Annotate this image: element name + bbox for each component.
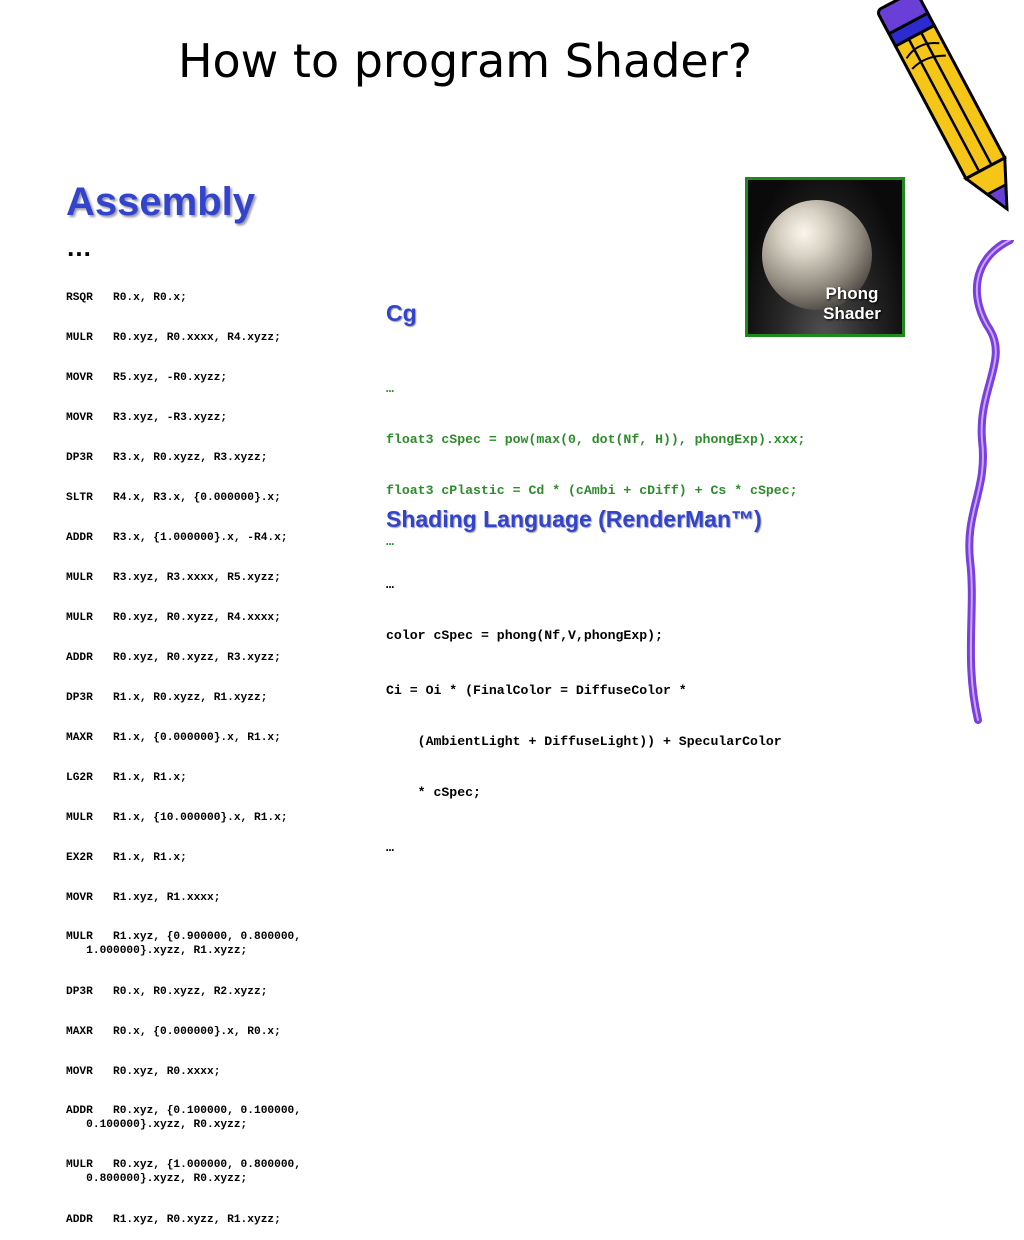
asm-line: [66, 330, 301, 346]
cg-line: …: [386, 534, 394, 549]
asm-line: [66, 370, 301, 386]
asm-line: [66, 1212, 301, 1228]
asm-args: R1.x, R0.xyzz, R1.xyzz;: [113, 692, 268, 704]
asm-args: R3.x, {1.000000}.x, -R4.x;: [113, 532, 288, 544]
asm-opcode: MULR: [66, 1159, 93, 1171]
asm-args: R1.xyz, R1.xxxx;: [113, 892, 221, 904]
asm-args: R0.x, R0.xyzz, R2.xyzz;: [113, 986, 268, 998]
asm-args: R1.x, R1.x;: [113, 852, 187, 864]
asm-opcode: ADDR: [66, 1105, 93, 1117]
asm-opcode: RSQR: [66, 292, 93, 304]
asm-line: [66, 1024, 301, 1040]
asm-line: [66, 850, 301, 866]
asm-args: R3.xyz, R3.xxxx, R5.xyzz;: [113, 572, 281, 584]
asm-args: R0.xyz, {1.000000, 0.800000, 0.800000}.xyzz, R0.xyzz;: [86, 1159, 301, 1185]
asm-opcode: MOVR: [66, 1066, 93, 1078]
asm-args: R1.xyz, R0.xyzz, R1.xyzz;: [113, 1214, 281, 1226]
asm-opcode: DP3R: [66, 986, 93, 998]
sl-line: …: [386, 577, 394, 592]
asm-line: [66, 1104, 301, 1134]
sl-line: Ci = Oi * (FinalColor = DiffuseColor *: [386, 683, 687, 698]
shading-language-code-block: [386, 544, 782, 873]
asm-opcode: MULR: [66, 572, 93, 584]
asm-opcode: ADDR: [66, 532, 93, 544]
asm-args: R0.xyz, R0.xyzz, R3.xyzz;: [113, 652, 281, 664]
asm-args: R0.xyz, R0.xxxx, R4.xyzz;: [113, 332, 281, 344]
cg-line: float3 cSpec = pow(max(0, dot(Nf, H)), phongExp).xxx;: [386, 432, 806, 447]
asm-line: [66, 1158, 301, 1188]
asm-opcode: MAXR: [66, 732, 93, 744]
phong-label-line1: Phong: [825, 284, 879, 303]
asm-line: [66, 730, 301, 746]
asm-line: [66, 290, 301, 306]
asm-args: R1.xyz, {0.900000, 0.800000, 1.000000}.xyzz, R1.xyzz;: [86, 931, 301, 957]
asm-args: R1.x, R1.x;: [113, 772, 187, 784]
asm-line: [66, 1064, 301, 1080]
phong-shader-label: [812, 284, 892, 324]
asm-line: [66, 770, 301, 786]
asm-args: R0.x, {0.000000}.x, R0.x;: [113, 1026, 281, 1038]
asm-line: [66, 930, 301, 960]
asm-line: [66, 490, 301, 506]
cg-line: float3 cPlastic = Cd * (cAmbi + cDiff) + Cs * cSpec;: [386, 483, 798, 498]
asm-args: R3.x, R0.xyzz, R3.xyzz;: [113, 452, 268, 464]
asm-opcode: DP3R: [66, 452, 93, 464]
asm-opcode: MAXR: [66, 1026, 93, 1038]
asm-opcode: MOVR: [66, 412, 93, 424]
assembly-code-block: [66, 266, 301, 1240]
asm-args: R0.xyz, {0.100000, 0.100000, 0.100000}.xyzz, R0.xyzz;: [86, 1105, 301, 1131]
shading-language-heading: Shading Language (RenderMan™): [386, 506, 762, 532]
cg-code-block: [386, 348, 805, 567]
cg-heading: Cg: [386, 300, 417, 326]
asm-line: [66, 690, 301, 706]
asm-opcode: ADDR: [66, 652, 93, 664]
asm-line: [66, 810, 301, 826]
sl-line: …: [386, 840, 394, 855]
slide-title: How to program Shader?: [177, 34, 753, 88]
phong-label-line2: Shader: [823, 304, 881, 323]
asm-opcode: LG2R: [66, 772, 93, 784]
asm-args: R0.x, R0.x;: [113, 292, 187, 304]
sl-line: color cSpec = phong(Nf,V,phongExp);: [386, 628, 663, 643]
pencil-icon: [860, 0, 1010, 245]
asm-line: [66, 410, 301, 426]
asm-opcode: MOVR: [66, 372, 93, 384]
asm-args: R3.xyz, -R3.xyzz;: [113, 412, 228, 424]
asm-line: [66, 530, 301, 546]
sl-line: * cSpec;: [386, 785, 481, 800]
asm-opcode: MULR: [66, 812, 93, 824]
asm-opcode: MULR: [66, 931, 93, 943]
cg-line: …: [386, 381, 394, 396]
asm-opcode: MULR: [66, 612, 93, 624]
asm-opcode: MULR: [66, 332, 93, 344]
asm-line: [66, 570, 301, 586]
asm-line: [66, 890, 301, 906]
assembly-ellipsis: …: [66, 232, 94, 262]
asm-opcode: SLTR: [66, 492, 93, 504]
asm-args: R0.xyz, R0.xyzz, R4.xxxx;: [113, 612, 281, 624]
asm-opcode: MOVR: [66, 892, 93, 904]
asm-args: R1.x, {10.000000}.x, R1.x;: [113, 812, 288, 824]
asm-args: R4.x, R3.x, {0.000000}.x;: [113, 492, 281, 504]
asm-opcode: EX2R: [66, 852, 93, 864]
asm-args: R1.x, {0.000000}.x, R1.x;: [113, 732, 281, 744]
asm-args: R0.xyz, R0.xxxx;: [113, 1066, 221, 1078]
asm-opcode: DP3R: [66, 692, 93, 704]
assembly-heading: Assembly: [66, 180, 255, 224]
asm-line: [66, 610, 301, 626]
purple-ribbon-icon: [960, 240, 1020, 730]
asm-line: [66, 450, 301, 466]
sl-line: (AmbientLight + DiffuseLight)) + SpecularColor: [386, 734, 782, 749]
asm-opcode: ADDR: [66, 1214, 93, 1226]
asm-args: R5.xyz, -R0.xyzz;: [113, 372, 228, 384]
asm-line: [66, 984, 301, 1000]
asm-line: [66, 650, 301, 666]
